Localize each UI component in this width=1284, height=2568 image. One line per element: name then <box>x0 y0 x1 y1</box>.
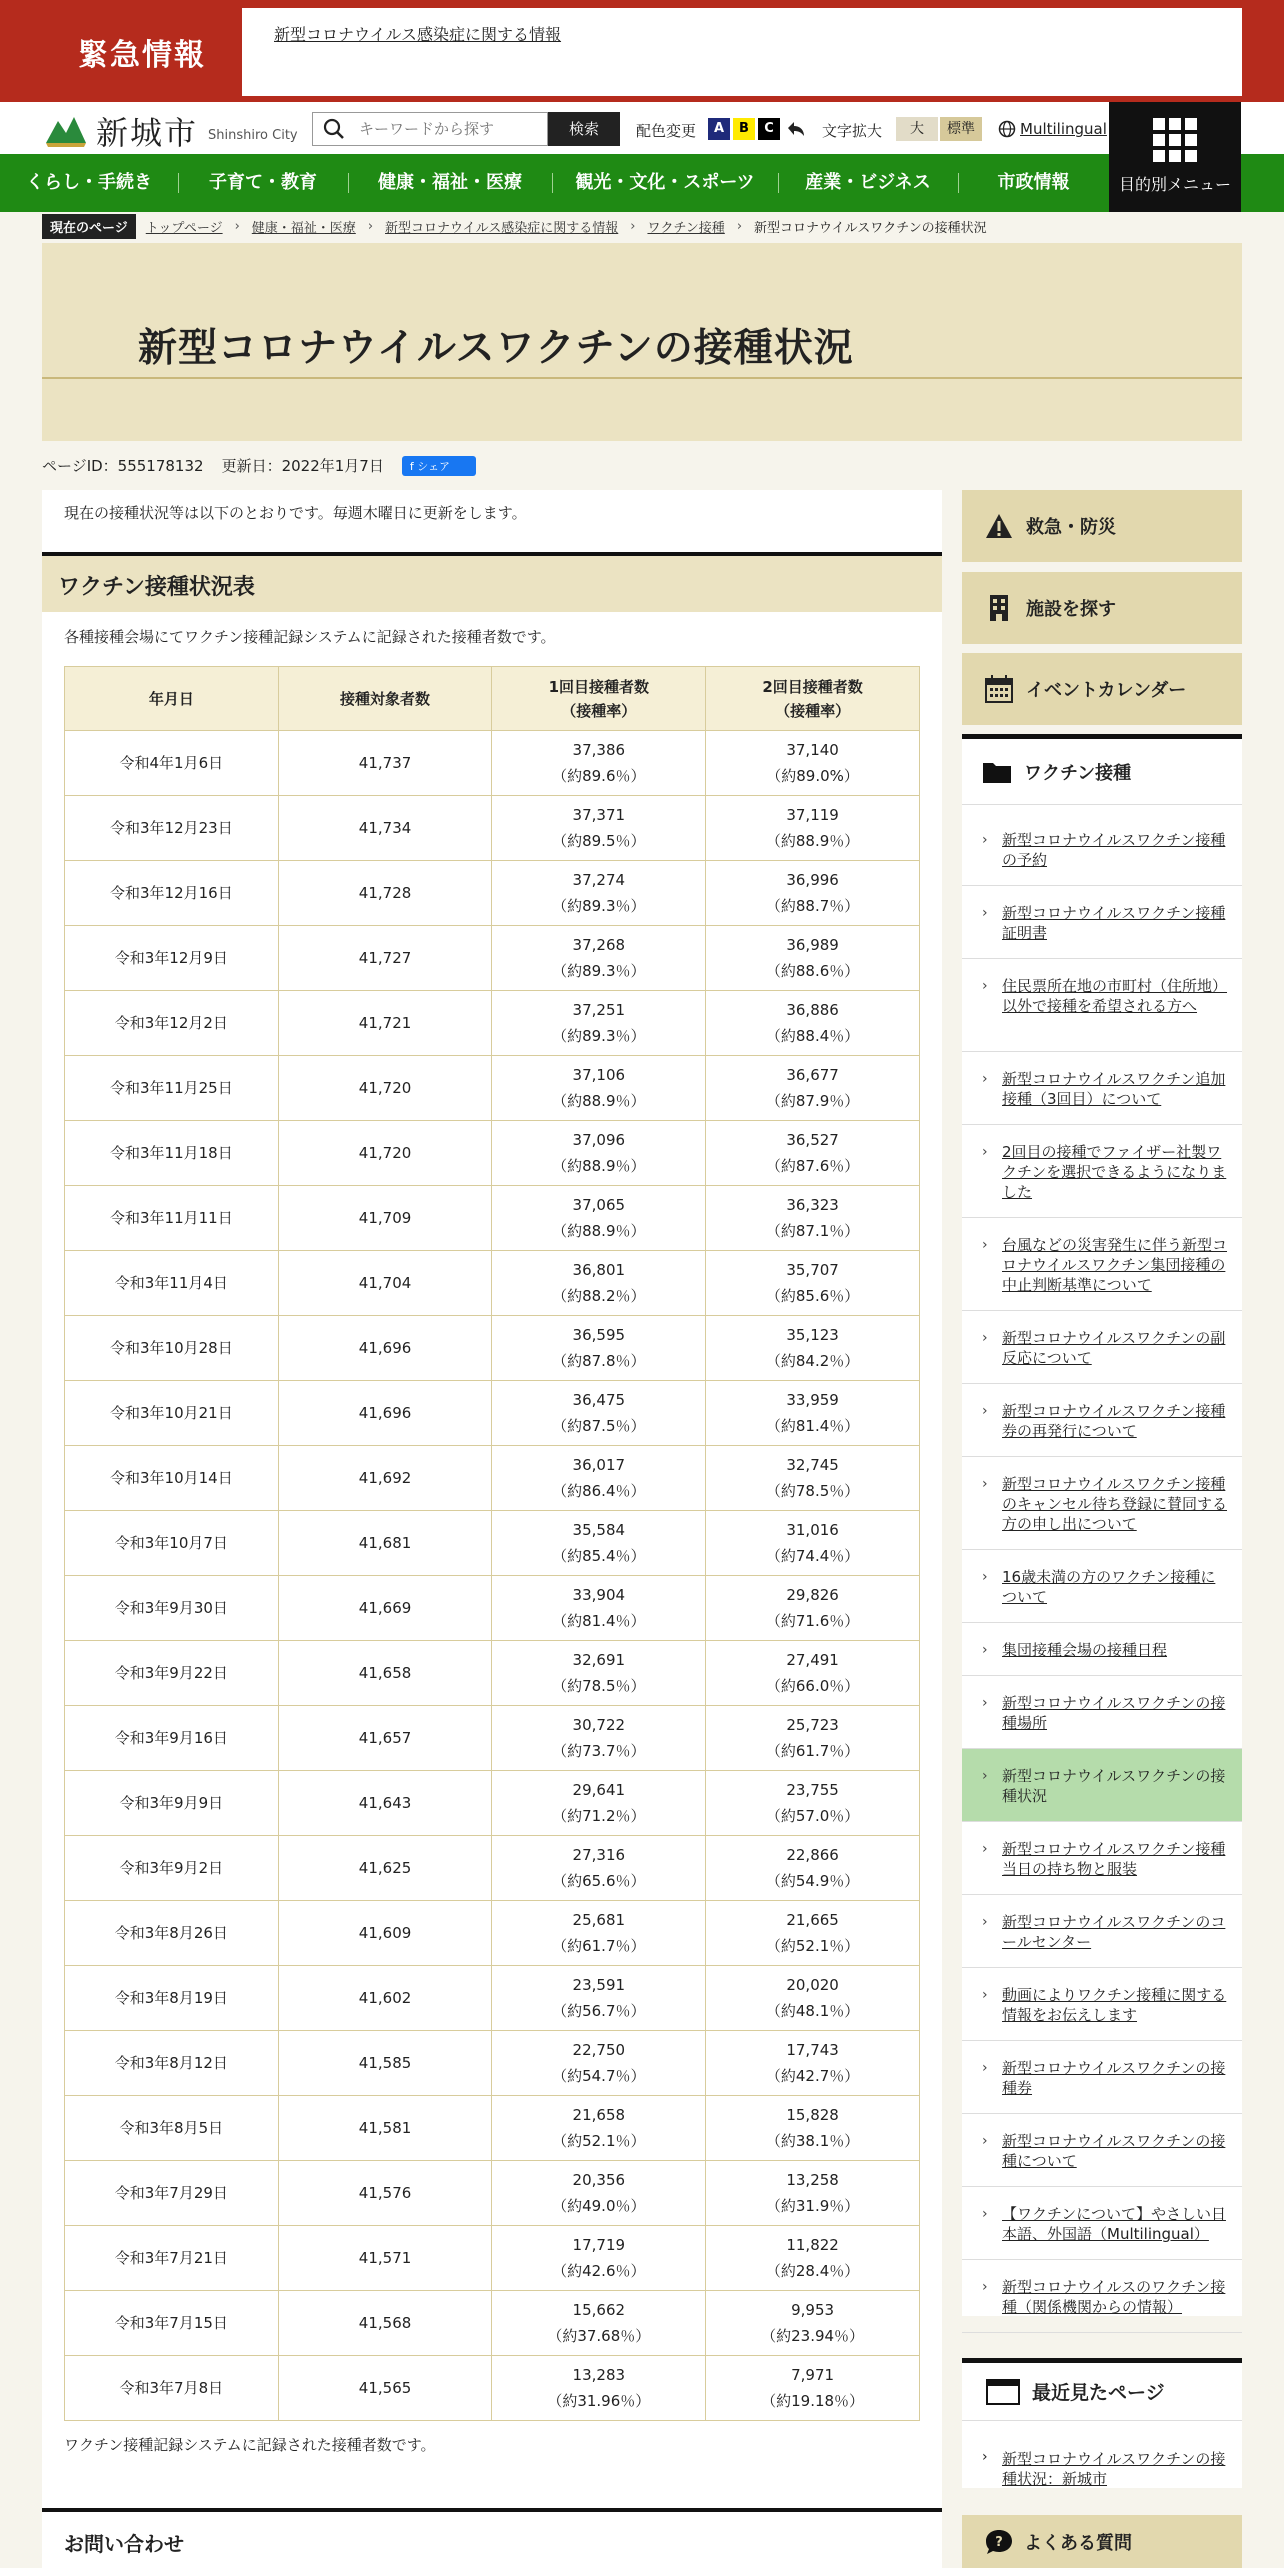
search-box <box>312 112 548 146</box>
chevron-right-icon: › <box>982 2133 988 2149</box>
target-count-cell: 41,609 <box>278 1901 492 1966</box>
side-nav-item[interactable] <box>962 1218 1242 1311</box>
browser-window-icon <box>986 2379 1020 2405</box>
chevron-right-icon: › <box>982 1403 988 1419</box>
warning-icon <box>984 512 1014 540</box>
date-cell: 令和3年12月2日 <box>65 991 279 1056</box>
second-dose-cell: 9,953 （約23.94％） <box>706 2291 920 2356</box>
first-dose-cell: 15,662 （約37.68％） <box>492 2291 706 2356</box>
table-note-bottom: ワクチン接種記録システムに記録された接種者数です。 <box>64 2436 436 2454</box>
color-a-button[interactable]: A <box>708 118 730 140</box>
menu-label: 目的別メニュー <box>1118 175 1231 194</box>
intro-text: 現在の接種状況等は以下のとおりです。毎週木曜日に更新をします。 <box>64 504 527 522</box>
first-dose-cell: 32,691 （約78.5％） <box>492 1641 706 1706</box>
side-nav-link[interactable]: 新型コロナウイルスワクチン接種のキャンセル待ち登録に賛同する方の申し出について <box>1002 1475 1228 1533</box>
side-nav-link[interactable]: 新型コロナウイルスワクチンのコールセンター <box>1002 1913 1226 1951</box>
chevron-right-icon: › <box>982 2449 988 2465</box>
table-row <box>65 1966 920 2031</box>
side-nav-link[interactable]: 新型コロナウイルスワクチンの接種場所 <box>1002 1694 1226 1732</box>
target-count-cell: 41,602 <box>278 1966 492 2031</box>
second-dose-cell: 21,665 （約52.1％） <box>706 1901 920 1966</box>
breadcrumb-label: 現在のページ <box>42 214 136 239</box>
target-count-cell: 41,625 <box>278 1836 492 1901</box>
header-second-dose: 2回目接種者数 （接種率） <box>706 667 920 731</box>
emergency-box <box>242 8 1242 96</box>
date-cell: 令和3年7月15日 <box>65 2291 279 2356</box>
emergency-disaster-button[interactable] <box>962 490 1242 562</box>
side-nav-link[interactable]: 新型コロナウイルスワクチン接種証明書 <box>1002 904 1226 942</box>
side-nav-link[interactable]: 動画によりワクチン接種に関する情報をお伝えします <box>1002 1986 1227 2024</box>
table-row <box>65 1056 920 1121</box>
first-dose-cell: 17,719 （約42.6％） <box>492 2226 706 2291</box>
date-cell: 令和3年8月19日 <box>65 1966 279 2031</box>
side-nav-item[interactable] <box>962 2260 1242 2333</box>
table-note-top: 各種接種会場にてワクチン接種記録システムに記録された接種者数です。 <box>64 628 556 646</box>
gnav-item-living[interactable]: くらし・手続き <box>26 172 152 193</box>
first-dose-cell: 22,750 （約54.7％） <box>492 2031 706 2096</box>
second-dose-cell: 15,828 （約38.1％） <box>706 2096 920 2161</box>
side-nav-item[interactable] <box>962 1895 1242 1968</box>
gnav-item-health[interactable]: 健康・福祉・医療 <box>378 172 522 193</box>
date-cell: 令和3年9月2日 <box>65 1836 279 1901</box>
logo-text: 新城市 <box>96 114 199 152</box>
first-dose-cell: 23,591 （約56.7％） <box>492 1966 706 2031</box>
first-dose-cell: 36,017 （約86.4％） <box>492 1446 706 1511</box>
side-nav-item[interactable] <box>962 813 1242 886</box>
grid-menu-icon <box>1153 118 1197 162</box>
first-dose-cell: 37,274 （約89.3％） <box>492 861 706 926</box>
chevron-right-icon: › <box>982 1071 988 1087</box>
second-dose-cell: 29,826 （約71.6％） <box>706 1576 920 1641</box>
second-dose-cell: 32,745 （約78.5％） <box>706 1446 920 1511</box>
side-nav-item[interactable] <box>962 1550 1242 1623</box>
side-nav-link[interactable]: 2回目の接種でファイザー社製ワクチンを選択できるようになりました <box>1002 1143 1227 1201</box>
page-id: ページID：555178132 <box>42 457 204 475</box>
target-count-cell: 41,720 <box>278 1121 492 1186</box>
date-cell: 令和3年8月5日 <box>65 2096 279 2161</box>
second-dose-cell: 33,959 （約81.4％） <box>706 1381 920 1446</box>
table-row <box>65 1446 920 1511</box>
title-band <box>42 243 1242 441</box>
side-nav-link[interactable]: 新型コロナウイルスワクチンの接種状況 <box>1002 1767 1226 1805</box>
first-dose-cell: 20,356 （約49.0％） <box>492 2161 706 2226</box>
table-row <box>65 2226 920 2291</box>
gnav-item-industry[interactable]: 産業・ビジネス <box>805 172 931 193</box>
date-cell: 令和3年10月14日 <box>65 1446 279 1511</box>
target-count-cell: 41,709 <box>278 1186 492 1251</box>
target-count-cell: 41,720 <box>278 1056 492 1121</box>
second-dose-cell: 7,971 （約19.18％） <box>706 2356 920 2421</box>
chevron-right-icon: › <box>982 905 988 921</box>
side-nav-item[interactable] <box>962 1052 1242 1125</box>
side-nav-item[interactable] <box>962 1676 1242 1749</box>
first-dose-cell: 37,096 （約88.9％） <box>492 1121 706 1186</box>
side-nav-link[interactable]: 新型コロナウイルスワクチン接種当日の持ち物と服装 <box>1002 1840 1226 1878</box>
target-count-cell: 41,657 <box>278 1706 492 1771</box>
target-count-cell: 41,721 <box>278 991 492 1056</box>
chevron-right-icon: › <box>982 1642 988 1658</box>
side-nav-item[interactable] <box>962 2114 1242 2187</box>
date-cell: 令和3年11月4日 <box>65 1251 279 1316</box>
side-nav-item[interactable] <box>962 1311 1242 1384</box>
contact-title: お問い合わせ <box>64 2532 184 2556</box>
svg-text:?: ? <box>995 2534 1003 2550</box>
breadcrumb-link[interactable]: 健康・福祉・医療 <box>251 220 356 236</box>
second-dose-cell: 37,119 （約88.9％） <box>706 796 920 861</box>
chevron-right-icon: › <box>982 1144 988 1160</box>
side-nav-link[interactable]: 16歳未満の方のワクチン接種について <box>1002 1568 1216 1606</box>
second-dose-cell: 31,016 （約74.4％） <box>706 1511 920 1576</box>
chevron-right-icon: › <box>982 1914 988 1930</box>
date-cell: 令和3年7月21日 <box>65 2226 279 2291</box>
second-dose-cell: 36,323 （約87.1％） <box>706 1186 920 1251</box>
date-cell: 令和3年9月22日 <box>65 1641 279 1706</box>
chevron-right-icon: › <box>982 1569 988 1585</box>
first-dose-cell: 36,595 （約87.8％） <box>492 1316 706 1381</box>
color-change-label: 配色変更 <box>636 122 697 140</box>
chevron-right-icon: › <box>982 1476 988 1492</box>
font-size-label: 文字拡大 <box>822 122 883 140</box>
date-cell: 令和4年1月6日 <box>65 731 279 796</box>
chevron-right-icon: › <box>982 2206 988 2222</box>
target-count-cell: 41,565 <box>278 2356 492 2421</box>
second-dose-cell: 20,020 （約48.1％） <box>706 1966 920 2031</box>
second-dose-cell: 37,140 （約89.0%） <box>706 731 920 796</box>
date-cell: 令和3年8月26日 <box>65 1901 279 1966</box>
side-nav-link[interactable]: 新型コロナウイルスワクチン追加接種（3回目）について <box>1002 1070 1226 1108</box>
side-nav-item[interactable] <box>962 886 1242 959</box>
logo-icon <box>44 113 88 149</box>
target-count-cell: 41,728 <box>278 861 492 926</box>
side-nav-item[interactable] <box>962 1822 1242 1895</box>
breadcrumb-current: 新型コロナウイルスワクチンの接種状況 <box>754 220 987 236</box>
recent-pages-heading <box>962 2363 1242 2421</box>
date-cell: 令和3年10月28日 <box>65 1316 279 1381</box>
breadcrumb-link[interactable]: ワクチン接種 <box>647 220 725 236</box>
search-button[interactable]: 検索 <box>548 112 620 146</box>
date-cell: 令和3年11月11日 <box>65 1186 279 1251</box>
table-row <box>65 2031 920 2096</box>
search-input[interactable] <box>359 120 529 138</box>
target-count-cell: 41,571 <box>278 2226 492 2291</box>
target-count-cell: 41,576 <box>278 2161 492 2226</box>
date-cell: 令和3年9月30日 <box>65 1576 279 1641</box>
first-dose-cell: 21,658 （約52.1％） <box>492 2096 706 2161</box>
table-row <box>65 1316 920 1381</box>
side-nav-link[interactable]: 住民票所在地の市町村（住所地）以外で接種を希望される方へ <box>1002 977 1228 1015</box>
font-size-large-button[interactable]: 大 <box>896 117 938 141</box>
second-dose-cell: 27,491 （約66.0％） <box>706 1641 920 1706</box>
first-dose-cell: 37,065 （約88.9％） <box>492 1186 706 1251</box>
second-dose-cell: 35,123 （約84.2％） <box>706 1316 920 1381</box>
table-row <box>65 861 920 926</box>
chevron-right-icon: › <box>367 218 374 234</box>
second-dose-cell: 36,677 （約87.9％） <box>706 1056 920 1121</box>
multilingual-link[interactable]: Multilingual <box>1020 120 1107 138</box>
first-dose-cell: 25,681 （約61.7％） <box>492 1901 706 1966</box>
purpose-menu-button[interactable] <box>1109 102 1241 212</box>
chevron-right-icon: › <box>982 1768 988 1784</box>
page-title: 新型コロナウイルスワクチンの接種状況 <box>138 325 854 371</box>
section-title: ワクチン接種状況表 <box>58 575 255 600</box>
side-nav-item[interactable] <box>962 1623 1242 1676</box>
find-facility-button[interactable] <box>962 572 1242 644</box>
date-cell: 令和3年7月8日 <box>65 2356 279 2421</box>
date-cell: 令和3年12月23日 <box>65 796 279 861</box>
side-nav-heading <box>962 739 1242 805</box>
date-cell: 令和3年11月25日 <box>65 1056 279 1121</box>
chevron-right-icon: › <box>630 218 636 234</box>
table-row <box>65 1511 920 1576</box>
vaccine-side-nav <box>962 734 1242 2316</box>
target-count-cell: 41,734 <box>278 796 492 861</box>
date-cell: 令和3年9月9日 <box>65 1771 279 1836</box>
color-c-button[interactable]: C <box>758 118 780 140</box>
table-row <box>65 1121 920 1186</box>
logo-english: Shinshiro City <box>208 127 298 143</box>
facebook-share-button[interactable]: f シェア <box>402 456 476 476</box>
emergency-link[interactable]: 新型コロナウイルス感染症に関する情報 <box>274 25 562 44</box>
side-nav-item[interactable] <box>962 1968 1242 2041</box>
side-nav-item[interactable] <box>962 2187 1242 2260</box>
table-row <box>65 2096 920 2161</box>
recent-pages-title: 最近見たページ <box>1032 2382 1165 2404</box>
target-count-cell: 41,568 <box>278 2291 492 2356</box>
table-row <box>65 1641 920 1706</box>
second-dose-cell: 25,723 （約61.7％） <box>706 1706 920 1771</box>
side-nav-link[interactable]: 新型コロナウイルスワクチンの接種について <box>1002 2132 1226 2170</box>
first-dose-cell: 37,371 （約89.5％） <box>492 796 706 861</box>
table-row <box>65 1381 920 1446</box>
date-cell: 令和3年11月18日 <box>65 1121 279 1186</box>
side-nav-item[interactable] <box>962 2041 1242 2114</box>
second-dose-cell: 13,258 （約31.9％） <box>706 2161 920 2226</box>
second-dose-cell: 35,707 （約85.6％） <box>706 1251 920 1316</box>
table-row <box>65 2291 920 2356</box>
side-nav-link[interactable]: 新型コロナウイルスワクチン接種の予約 <box>1002 831 1226 869</box>
title-divider <box>42 377 1242 379</box>
date-cell: 令和3年7月29日 <box>65 2161 279 2226</box>
find-facility-label: 施設を探す <box>1026 599 1116 620</box>
side-nav-link[interactable]: 新型コロナウイルスワクチンの副反応について <box>1002 1329 1226 1367</box>
first-dose-cell: 37,251 （約89.3％） <box>492 991 706 1056</box>
first-dose-cell: 37,386 （約89.6％） <box>492 731 706 796</box>
first-dose-cell: 30,722 （約73.7％） <box>492 1706 706 1771</box>
page-info <box>42 455 494 476</box>
second-dose-cell: 11,822 （約28.4％） <box>706 2226 920 2291</box>
faq-button[interactable] <box>962 2515 1242 2568</box>
gnav-item-tourism[interactable]: 観光・文化・スポーツ <box>575 172 755 193</box>
side-nav-link[interactable]: 新型コロナウイルスワクチン接種券の再発行について <box>1002 1402 1226 1440</box>
recent-page-link[interactable]: 新型コロナウイルスワクチンの接種状況：新城市 <box>1002 2450 1226 2488</box>
second-dose-cell: 23,755 （約57.0％） <box>706 1771 920 1836</box>
target-count-cell: 41,643 <box>278 1771 492 1836</box>
date-cell: 令和3年9月16日 <box>65 1706 279 1771</box>
target-count-cell: 41,692 <box>278 1446 492 1511</box>
side-nav-link[interactable]: 【ワクチンについて】やさしい日本語、外国語（Multilingual） <box>1002 2205 1226 2243</box>
chevron-right-icon: › <box>982 1695 988 1711</box>
side-nav-link[interactable]: 新型コロナウイルスワクチンの接種券 <box>1002 2059 1226 2097</box>
target-count-cell: 41,696 <box>278 1381 492 1446</box>
side-nav-item[interactable] <box>962 1125 1242 1218</box>
side-nav-title: ワクチン接種 <box>1024 762 1132 784</box>
target-count-cell: 41,585 <box>278 2031 492 2096</box>
table-row <box>65 796 920 861</box>
first-dose-cell: 33,904 （約81.4％） <box>492 1576 706 1641</box>
side-nav-item[interactable] <box>962 1457 1242 1550</box>
target-count-cell: 41,669 <box>278 1576 492 1641</box>
target-count-cell: 41,658 <box>278 1641 492 1706</box>
chevron-right-icon: › <box>982 832 988 848</box>
chevron-right-icon: › <box>982 1237 988 1253</box>
target-count-cell: 41,681 <box>278 1511 492 1576</box>
side-nav-item[interactable] <box>962 959 1242 1052</box>
date-cell: 令和3年8月12日 <box>65 2031 279 2096</box>
updated-date: 更新日：2022年1月7日 <box>221 457 384 475</box>
side-nav-item[interactable] <box>962 1384 1242 1457</box>
event-calendar-button[interactable] <box>962 653 1242 725</box>
event-calendar-label: イベントカレンダー <box>1026 680 1187 701</box>
breadcrumb <box>42 214 987 238</box>
first-dose-cell: 37,268 （約89.3％） <box>492 926 706 991</box>
chevron-right-icon: › <box>982 2060 988 2076</box>
emergency-title: 緊急情報 <box>78 38 206 73</box>
target-count-cell: 41,696 <box>278 1316 492 1381</box>
table-row <box>65 1186 920 1251</box>
vaccination-table <box>64 666 920 2421</box>
chevron-right-icon: › <box>982 1987 988 2003</box>
chevron-right-icon: › <box>982 1841 988 1857</box>
chat-bubble-icon <box>984 2528 1014 2556</box>
site-header <box>0 102 1284 154</box>
second-dose-cell: 22,866 （約54.9％） <box>706 1836 920 1901</box>
color-b-button[interactable]: B <box>733 118 755 140</box>
table-row <box>65 1901 920 1966</box>
target-count-cell: 41,737 <box>278 731 492 796</box>
chevron-right-icon: › <box>982 2279 988 2295</box>
site-logo[interactable] <box>44 108 298 154</box>
breadcrumb-link[interactable]: トップページ <box>145 220 223 236</box>
header-target: 接種対象者数 <box>278 667 492 731</box>
side-nav-link[interactable]: 台風などの災害発生に伴う新型コロナウイルスワクチン集団接種の中止判断基準について <box>1002 1236 1228 1294</box>
font-size-standard-button[interactable]: 標準 <box>940 117 982 141</box>
table-row <box>65 1706 920 1771</box>
table-row <box>65 731 920 796</box>
first-dose-cell: 13,283 （約31.96％） <box>492 2356 706 2421</box>
side-nav-link[interactable]: 集団接種会場の接種日程 <box>1002 1641 1168 1659</box>
second-dose-cell: 36,527 （約87.6％） <box>706 1121 920 1186</box>
color-reset-icon[interactable] <box>784 118 806 140</box>
second-dose-cell: 36,886 （約88.4％） <box>706 991 920 1056</box>
chevron-right-icon: › <box>736 218 743 234</box>
target-count-cell: 41,704 <box>278 1251 492 1316</box>
first-dose-cell: 35,584 （約85.4％） <box>492 1511 706 1576</box>
header-date: 年月日 <box>65 667 279 731</box>
chevron-right-icon: › <box>982 1330 988 1346</box>
date-cell: 令和3年10月21日 <box>65 1381 279 1446</box>
first-dose-cell: 37,106 （約88.9％） <box>492 1056 706 1121</box>
date-cell: 令和3年12月16日 <box>65 861 279 926</box>
target-count-cell: 41,581 <box>278 2096 492 2161</box>
section-heading <box>42 552 942 612</box>
gnav-item-childcare[interactable]: 子育て・教育 <box>209 172 317 193</box>
date-cell: 令和3年10月7日 <box>65 1511 279 1576</box>
chevron-right-icon: › <box>982 978 988 994</box>
search-icon <box>323 118 345 140</box>
side-nav-item[interactable] <box>962 1749 1242 1822</box>
folder-icon <box>982 760 1012 784</box>
globe-icon <box>998 120 1016 138</box>
breadcrumb-link[interactable]: 新型コロナウイルス感染症に関する情報 <box>385 220 619 236</box>
table-row <box>65 1576 920 1641</box>
first-dose-cell: 29,641 （約71.2％） <box>492 1771 706 1836</box>
calendar-icon <box>984 674 1014 704</box>
second-dose-cell: 36,996 （約88.7％） <box>706 861 920 926</box>
contact-heading <box>42 2508 942 2568</box>
emergency-disaster-label: 救急・防災 <box>1026 517 1116 538</box>
recent-pages <box>962 2358 1242 2488</box>
main-content <box>42 490 942 2568</box>
target-count-cell: 41,727 <box>278 926 492 991</box>
first-dose-cell: 36,475 （約87.5％） <box>492 1381 706 1446</box>
second-dose-cell: 17,743 （約42.7％） <box>706 2031 920 2096</box>
first-dose-cell: 36,801 （約88.2％） <box>492 1251 706 1316</box>
table-header-row <box>65 667 920 731</box>
gnav-item-city-admin[interactable]: 市政情報 <box>997 172 1070 193</box>
building-icon <box>984 593 1014 623</box>
global-nav <box>0 154 1284 212</box>
table-row <box>65 2356 920 2421</box>
table-row <box>65 926 920 991</box>
header-first-dose: 1回目接種者数 （接種率） <box>492 667 706 731</box>
table-row <box>65 1836 920 1901</box>
first-dose-cell: 27,316 （約65.6％） <box>492 1836 706 1901</box>
table-row <box>65 1251 920 1316</box>
date-cell: 令和3年12月9日 <box>65 926 279 991</box>
table-row <box>65 991 920 1056</box>
faq-label: よくある質問 <box>1024 2532 1132 2554</box>
table-row <box>65 2161 920 2226</box>
chevron-right-icon: › <box>234 218 240 234</box>
second-dose-cell: 36,989 （約88.6％） <box>706 926 920 991</box>
emergency-bar <box>0 0 1284 102</box>
table-row <box>65 1771 920 1836</box>
side-nav-link[interactable]: 新型コロナウイルスのワクチン接種（関係機関からの情報） <box>1002 2278 1226 2316</box>
